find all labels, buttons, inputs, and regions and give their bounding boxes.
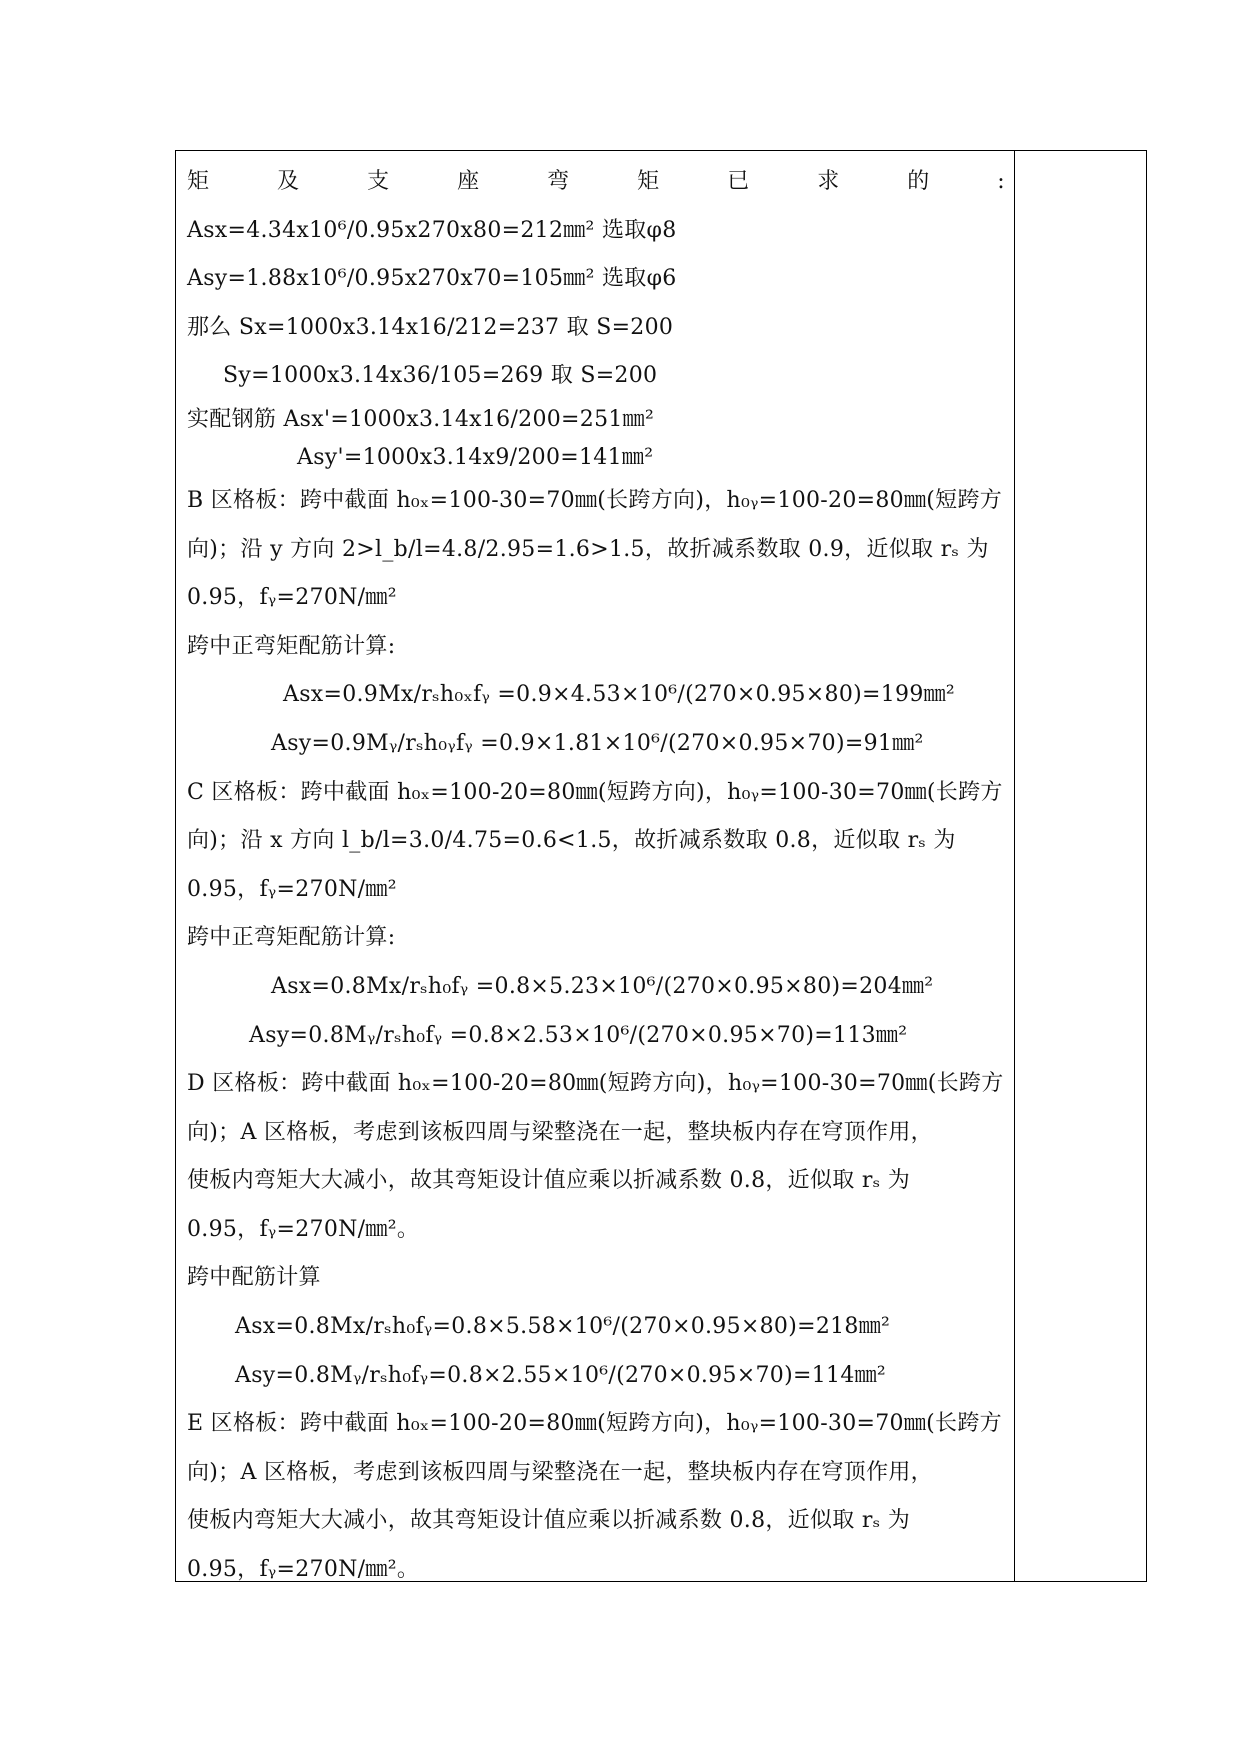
- text-line: C 区格板：跨中截面 h₀ₓ=100-20=80㎜(短跨方向)，h₀ᵧ=100-30=70㎜(长跨方: [187, 779, 1003, 805]
- text-line: 0.95，fᵧ=270N/㎜²。: [187, 1216, 420, 1242]
- title-char: 矩: [187, 169, 210, 194]
- column-divider: [1014, 150, 1015, 1582]
- text-line: 实配钢筋 Asx'=1000x3.14x16/200=251㎜²: [187, 406, 655, 432]
- text-line: 向)；A 区格板，考虑到该板四周与梁整浇在一起，整块板内存在穹顶作用，: [187, 1119, 933, 1145]
- text-line: B 区格板：跨中截面 h₀ₓ=100-30=70㎜(长跨方向)，h₀ᵧ=100-20=80㎜(短跨方: [187, 487, 1003, 513]
- text-line: 使板内弯矩大大减小，故其弯矩设计值应乘以折减系数 0.8，近似取 rₛ 为: [187, 1508, 910, 1534]
- title-char: :: [997, 169, 1005, 194]
- formula-line: Asy=0.9Mᵧ/rₛh₀ᵧfᵧ =0.9×1.81×10⁶/(270×0.95×70)=91㎜²: [271, 730, 924, 756]
- text-line: 0.95，fᵧ=270N/㎜²。: [187, 1557, 420, 1583]
- text-line: 跨中配筋计算: [187, 1265, 321, 1291]
- formula-line: Asx=0.9Mx/rₛh₀ₓfᵧ =0.9×4.53×10⁶/(270×0.95×80)=199㎜²: [283, 682, 956, 708]
- title-char: 求: [817, 169, 840, 194]
- title-char: 已: [727, 169, 750, 194]
- text-line: 向)；A 区格板，考虑到该板四周与梁整浇在一起，整块板内存在穹顶作用，: [187, 1459, 933, 1485]
- title-char: 矩: [637, 169, 660, 194]
- formula-line: Asy=0.8Mᵧ/rₛh₀fᵧ=0.8×2.55×10⁶/(270×0.95×70)=114㎜²: [235, 1362, 887, 1388]
- content-cell: [187, 158, 1005, 1595]
- text-line: 向)；沿 y 方向 2>l_b/l=4.8/2.95=1.6>1.5，故折减系数取 0.9，近似取 rₛ 为: [187, 536, 989, 562]
- text-line: E 区格板：跨中截面 h₀ₓ=100-20=80㎜(短跨方向)，h₀ᵧ=100-30=70㎜(长跨方: [187, 1411, 1002, 1437]
- text-line: 0.95，fᵧ=270N/㎜²: [187, 876, 397, 902]
- title-char: 及: [277, 169, 300, 194]
- title-char: 支: [367, 169, 390, 194]
- text-line: 那么 Sx=1000x3.14x16/212=237 取 S=200: [187, 314, 674, 340]
- formula-line: Asy=0.8Mᵧ/rₛh₀fᵧ =0.8×2.53×10⁶/(270×0.95×70)=113㎜²: [249, 1022, 908, 1048]
- title-char: 座: [457, 169, 480, 194]
- text-line: 0.95，fᵧ=270N/㎜²: [187, 585, 397, 611]
- text-line: 使板内弯矩大大减小，故其弯矩设计值应乘以折减系数 0.8，近似取 rₛ 为: [187, 1168, 910, 1194]
- text-line: Asy'=1000x3.14x9/200=141㎜²: [297, 444, 654, 470]
- text-line: Sy=1000x3.14x36/105=269 取 S=200: [223, 363, 658, 389]
- text-line: 向)；沿 x 方向 l_b/l=3.0/4.75=0.6<1.5，故折减系数取 0.8，近似取 rₛ 为: [187, 828, 956, 854]
- text-line: Asy=1.88x10⁶/0.95x270x70=105㎜² 选取φ6: [187, 266, 677, 292]
- text-line: 跨中正弯矩配筋计算:: [187, 633, 396, 659]
- text-line: 跨中正弯矩配筋计算:: [187, 925, 396, 951]
- formula-line: Asx=0.8Mx/rₛh₀fᵧ=0.8×5.58×10⁶/(270×0.95×80)=218㎜²: [235, 1314, 891, 1340]
- text-line: Asx=4.34x10⁶/0.95x270x80=212㎜² 选取φ8: [187, 217, 677, 243]
- title-char: 弯: [547, 169, 570, 194]
- text-line: D 区格板：跨中截面 h₀ₓ=100-20=80㎜(短跨方向)，h₀ᵧ=100-30=70㎜(长跨方: [187, 1071, 1004, 1097]
- formula-line: Asx=0.8Mx/rₛh₀fᵧ =0.8×5.23×10⁶/(270×0.95×80)=204㎜²: [271, 973, 934, 999]
- title-char: 的: [907, 169, 930, 194]
- title-line: [187, 158, 1005, 207]
